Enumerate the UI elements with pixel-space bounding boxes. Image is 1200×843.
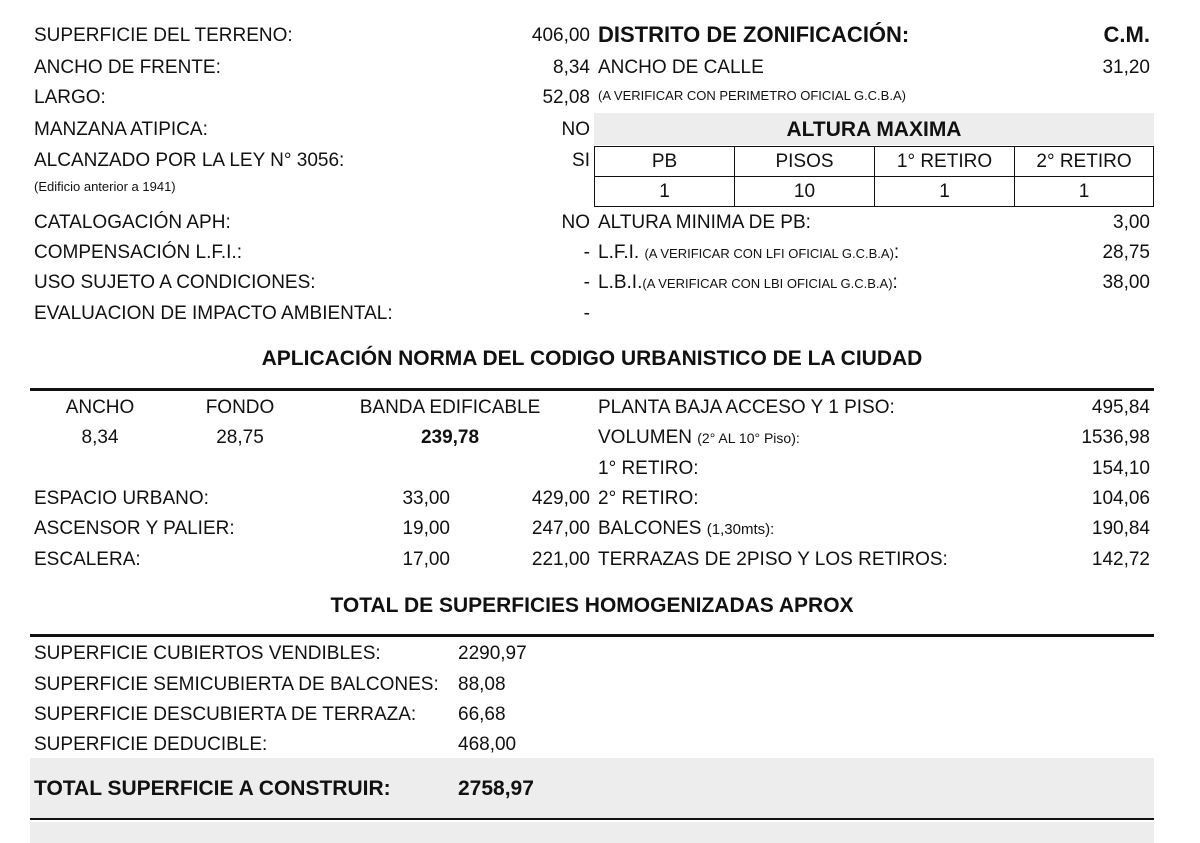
- cubiertos-vendibles-value: 2290,97: [458, 643, 527, 664]
- ascensor-palier-a: 19,00: [402, 518, 450, 539]
- retiro-2-label: 2° RETIRO:: [598, 488, 699, 509]
- retiro-1-label: 1° RETIRO:: [598, 458, 699, 479]
- cubiertos-vendibles-label: SUPERFICIE CUBIERTOS VENDIBLES:: [34, 643, 381, 664]
- espacio-urbano-a: 33,00: [402, 488, 450, 509]
- total-construir-label: TOTAL SUPERFICIE A CONSTRUIR:: [34, 777, 391, 800]
- lbi-note: (A VERIFICAR CON LBI OFICIAL G.C.B.A): [642, 276, 893, 291]
- alcanzado-ley-note: (Edificio anterior a 1941): [34, 179, 176, 194]
- altura-minima-label: ALTURA MINIMA DE PB:: [598, 212, 811, 233]
- balcones-row: [598, 519, 774, 538]
- ascensor-palier-label: ASCENSOR Y PALIER:: [34, 518, 235, 539]
- deducible-label: SUPERFICIE DEDUCIBLE:: [34, 734, 268, 755]
- altura-header-retiro-1: 1° RETIRO: [874, 146, 1015, 177]
- distrito-zonificacion-label: DISTRITO DE ZONIFICACIÓN:: [598, 22, 910, 47]
- largo-label: LARGO:: [34, 87, 106, 108]
- banda-edificable-value: 239,78: [420, 427, 480, 448]
- totales-title: TOTAL DE SUPERFICIES HOMOGENIZADAS APROX: [330, 594, 854, 617]
- total-divider: [30, 818, 1154, 820]
- espacio-urbano-b: 429,00: [531, 488, 590, 509]
- planta-baja-value: 495,84: [1091, 397, 1150, 418]
- totales-divider: [30, 634, 1154, 637]
- ancho-header: ANCHO: [65, 397, 135, 418]
- espacio-urbano-label: ESPACIO URBANO:: [34, 488, 209, 509]
- balcones-value: 190,84: [1091, 518, 1150, 539]
- evaluacion-impacto-label: EVALUACION DE IMPACTO AMBIENTAL:: [34, 303, 393, 324]
- lfi-note: (A VERIFICAR CON LFI OFICIAL G.C.B.A): [644, 246, 894, 261]
- manzana-atipica-value: NO: [561, 119, 590, 140]
- alcanzado-ley-label: ALCANZADO POR LA LEY N° 3056:: [34, 150, 345, 171]
- volumen-value: 1536,98: [1081, 427, 1150, 448]
- volumen-row: [598, 428, 800, 447]
- distrito-zonificacion-value: C.M.: [1103, 22, 1150, 47]
- escalera-a: 17,00: [402, 549, 450, 570]
- footer-band: [30, 822, 1154, 843]
- volumen-label: VOLUMEN: [598, 427, 692, 448]
- alcanzado-ley-value: SI: [572, 150, 590, 171]
- terrazas-value: 142,72: [1091, 549, 1150, 570]
- ancho-value: 8,34: [81, 427, 119, 448]
- banda-edificable-header: BANDA EDIFICABLE: [359, 397, 541, 418]
- descubierta-terraza-value: 66,68: [458, 704, 506, 725]
- aplicacion-divider: [30, 388, 1154, 391]
- planta-baja-label: PLANTA BAJA ACCESO Y 1 PISO:: [598, 397, 895, 418]
- semicubierta-balcones-label: SUPERFICIE SEMICUBIERTA DE BALCONES:: [34, 674, 439, 695]
- altura-header-pisos: PISOS: [734, 146, 875, 177]
- escalera-label: ESCALERA:: [34, 549, 141, 570]
- largo-value: 52,08: [542, 87, 590, 108]
- altura-maxima-title: ALTURA MAXIMA: [786, 118, 962, 141]
- compensacion-value: -: [583, 242, 590, 263]
- altura-minima-value: 3,00: [1113, 212, 1150, 233]
- ancho-frente-label: ANCHO DE FRENTE:: [34, 57, 221, 78]
- uso-condiciones-value: -: [583, 272, 590, 293]
- total-construir-value: 2758,97: [458, 777, 534, 800]
- altura-value-pb: 1: [594, 176, 735, 207]
- retiro-1-value: 154,10: [1091, 458, 1150, 479]
- evaluacion-impacto-value: -: [583, 303, 590, 324]
- balcones-note: (1,30mts):: [706, 521, 775, 538]
- volumen-note: (2° AL 10° Piso):: [697, 430, 800, 446]
- catalogacion-value: NO: [561, 212, 590, 233]
- deducible-value: 468,00: [458, 734, 517, 755]
- ancho-calle-label: ANCHO DE CALLE: [598, 57, 764, 78]
- altura-header-retiro-2: 2° RETIRO: [1014, 146, 1154, 177]
- fondo-header: FONDO: [205, 397, 275, 418]
- lbi-value: 38,00: [1102, 272, 1150, 293]
- ancho-frente-value: 8,34: [553, 57, 590, 78]
- perimetro-note: (A VERIFICAR CON PERIMETRO OFICIAL G.C.B.A): [598, 88, 906, 103]
- lfi-row: L.F.I. (A VERIFICAR CON LFI OFICIAL G.C.B.A):: [598, 242, 900, 263]
- uso-condiciones-label: USO SUJETO A CONDICIONES:: [34, 272, 316, 293]
- compensacion-label: COMPENSACIÓN L.F.I.:: [34, 242, 242, 263]
- lfi-label: L.F.I.: [598, 242, 640, 263]
- lbi-label: L.B.I.: [598, 272, 643, 293]
- fondo-value: 28,75: [216, 427, 264, 448]
- lfi-value: 28,75: [1102, 242, 1150, 263]
- escalera-b: 221,00: [531, 549, 590, 570]
- balcones-label: BALCONES: [598, 518, 702, 539]
- altura-value-retiro-2: 1: [1014, 176, 1154, 207]
- semicubierta-balcones-value: 88,08: [458, 674, 506, 695]
- lbi-row: L.B.I.(A VERIFICAR CON LBI OFICIAL G.C.B.A):: [598, 272, 898, 293]
- superficie-terreno-value: 406,00: [531, 25, 590, 46]
- altura-header-pb: PB: [594, 146, 735, 177]
- catalogacion-label: CATALOGACIÓN APH:: [34, 212, 231, 233]
- ancho-calle-value: 31,20: [1102, 57, 1150, 78]
- superficie-terreno-label: SUPERFICIE DEL TERRENO:: [34, 25, 293, 46]
- terrazas-label: TERRAZAS DE 2PISO Y LOS RETIROS:: [598, 549, 948, 570]
- retiro-2-value: 104,06: [1091, 488, 1150, 509]
- aplicacion-title: APLICACIÓN NORMA DEL CODIGO URBANISTICO DE LA CIUDAD: [261, 347, 923, 370]
- manzana-atipica-label: MANZANA ATIPICA:: [34, 119, 208, 140]
- ascensor-palier-b: 247,00: [531, 518, 590, 539]
- altura-value-pisos: 10: [734, 176, 875, 207]
- descubierta-terraza-label: SUPERFICIE DESCUBIERTA DE TERRAZA:: [34, 704, 417, 725]
- altura-value-retiro-1: 1: [874, 176, 1015, 207]
